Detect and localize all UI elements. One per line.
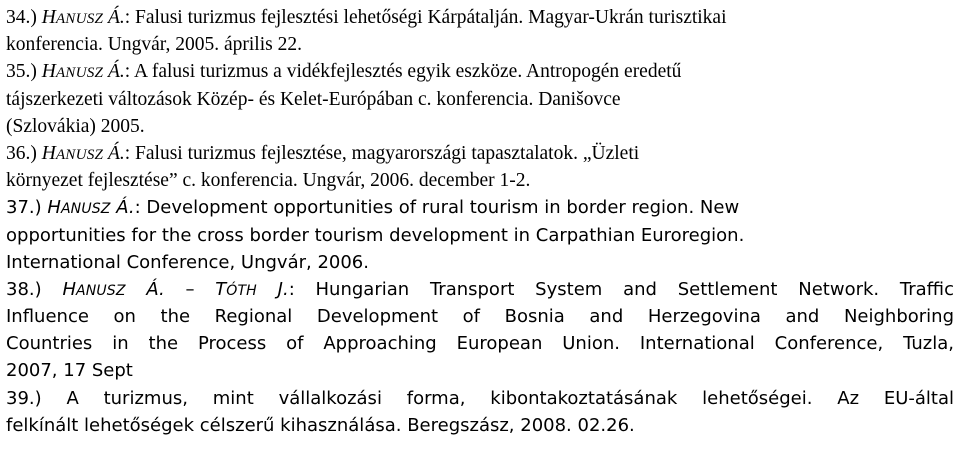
reference-38-text: : Hungarian Transport System and Settlement Network. Traffic bbox=[288, 278, 954, 300]
reference-35-number: 35.) bbox=[6, 61, 37, 83]
reference-34-line-2: konferencia. Ungvár, 2005. április 22. bbox=[6, 34, 302, 56]
reference-36-number: 36.) bbox=[6, 142, 37, 164]
reference-35-line-3: (Szlovákia) 2005. bbox=[6, 115, 145, 137]
reference-34-line-1 bbox=[6, 4, 954, 31]
reference-38-number: 38.) bbox=[6, 278, 42, 300]
reference-36-line-2: környezet fejlesztése” c. konferencia. Ungvár, 2006. december 1-2. bbox=[6, 170, 531, 192]
reference-34-number: 34.) bbox=[6, 7, 37, 28]
reference-36-text: : Falusi turizmus fejlesztése, magyarországi tapasztalatok. „Üzleti bbox=[124, 142, 640, 164]
reference-37-author: HANUSZ Á. bbox=[47, 197, 135, 219]
reference-39-number: 39.) bbox=[6, 387, 42, 409]
reference-34-text: : Falusi turizmus fejlesztési lehetőségi Kárpátalján. Magyar-Ukrán turisztikai bbox=[124, 7, 727, 28]
reference-37-line-3: International Conference, Ungvár, 2006. bbox=[6, 251, 369, 273]
reference-35-line-1 bbox=[6, 58, 954, 85]
reference-38-author-separator: – bbox=[164, 278, 216, 300]
reference-38-coauthor: TÓTH J. bbox=[215, 278, 289, 300]
reference-38-line-2: Influence on the Regional Development of Bosnia and Herzegovina and Neighboring bbox=[6, 306, 954, 328]
reference-36-line-1 bbox=[6, 140, 954, 167]
reference-34-author: HANUSZ Á. bbox=[41, 7, 125, 28]
reference-37-line-1 bbox=[6, 194, 954, 221]
reference-38-line-3: Countries in the Process of Approaching European Union. International Conference, Tuzla, bbox=[6, 333, 954, 355]
reference-38-author: HANUSZ Á. bbox=[62, 278, 165, 300]
reference-37-line-2: opportunities for the cross border tourism development in Carpathian Euroregion. bbox=[6, 224, 745, 246]
reference-38-line-1 bbox=[6, 276, 954, 303]
reference-39-text: A turizmus, mint vállalkozási forma, kibontakoztatásának lehetőségei. Az EU-által bbox=[66, 387, 954, 409]
reference-35-author: HANUSZ Á. bbox=[41, 61, 125, 83]
reference-37-text: : Development opportunities of rural tourism in border region. New bbox=[134, 197, 740, 219]
reference-38-line-4: 2007, 17 Sept bbox=[6, 360, 133, 382]
reference-39-line-1 bbox=[6, 385, 954, 412]
reference-37-number: 37.) bbox=[6, 197, 42, 219]
reference-39-line-2: felkínált lehetőségek célszerű kihasználása. Beregszász, 2008. 02.26. bbox=[6, 414, 635, 436]
reference-35-text: : A falusi turizmus a vidékfejlesztés egyik eszköze. Antropogén eredetű bbox=[124, 61, 682, 83]
reference-36-author: HANUSZ Á. bbox=[41, 142, 125, 164]
reference-35-line-2: tájszerkezeti változások Közép- és Kelet-Európában c. konferencia. Danišovce bbox=[6, 88, 621, 110]
